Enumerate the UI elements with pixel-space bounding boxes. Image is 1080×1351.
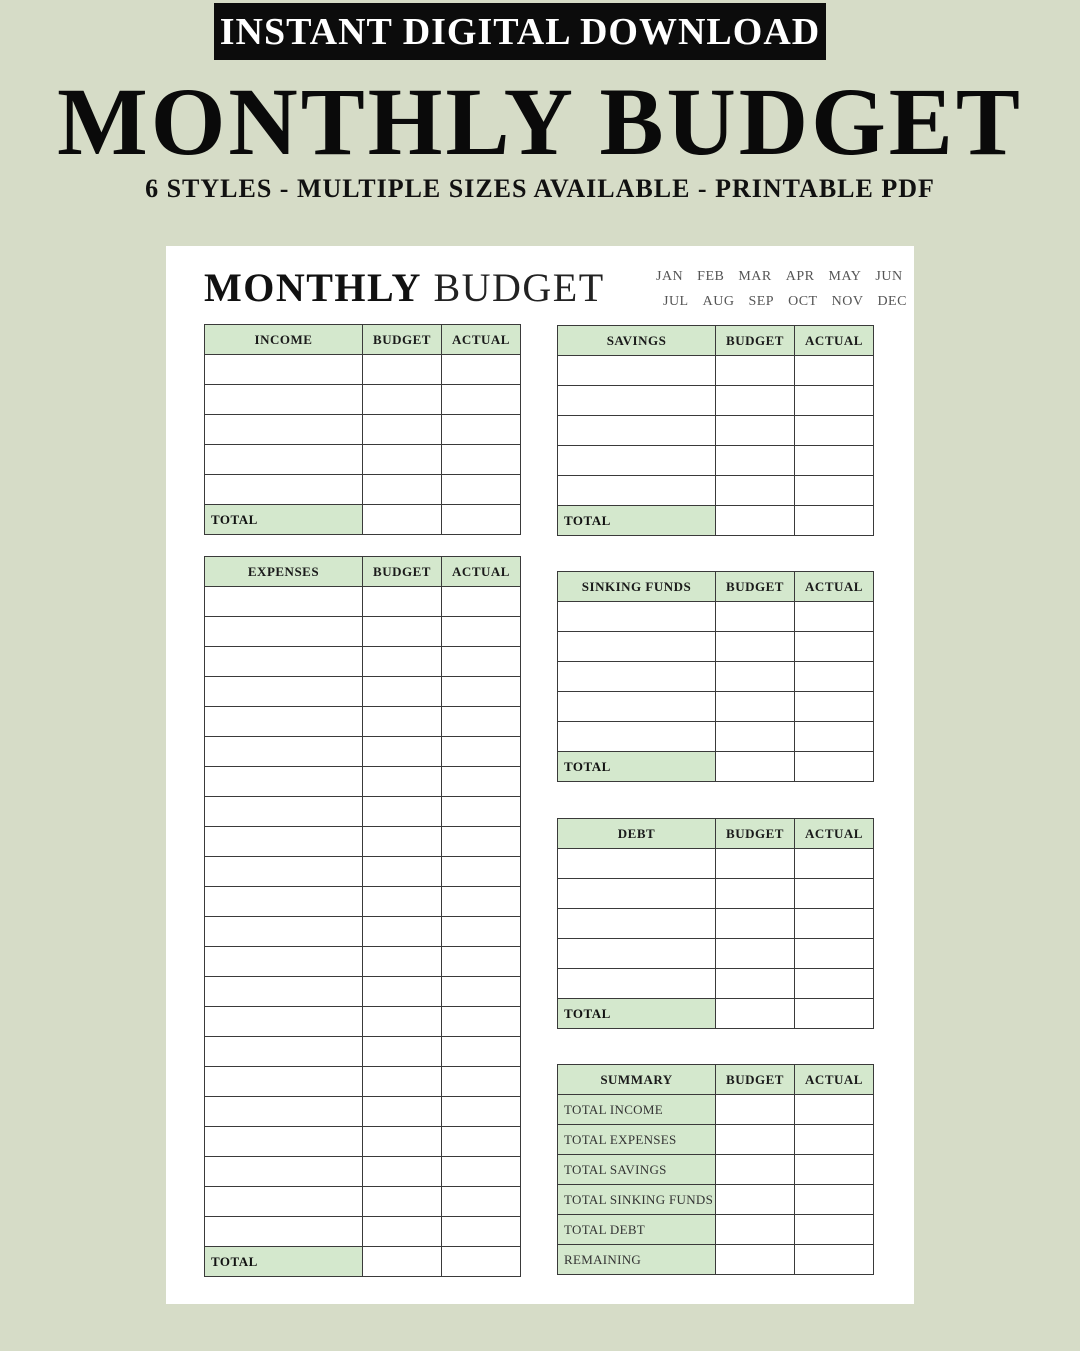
table-row xyxy=(205,917,521,947)
entry-name-cell[interactable] xyxy=(205,475,363,505)
page-title: MONTHLY BUDGET xyxy=(57,68,1023,175)
table-row xyxy=(558,909,874,939)
summary-row xyxy=(558,1245,874,1275)
entry-name-cell[interactable] xyxy=(205,1217,363,1247)
actual-cell[interactable] xyxy=(795,632,874,662)
expenses-rows xyxy=(205,587,521,1247)
table-row xyxy=(558,356,874,386)
debt-table xyxy=(557,818,874,1029)
entry-name-cell[interactable] xyxy=(558,939,716,969)
entry-name-cell[interactable] xyxy=(558,722,716,752)
entry-name-cell[interactable] xyxy=(205,1097,363,1127)
income-budget-header: BUDGET xyxy=(363,325,442,355)
entry-name-cell[interactable] xyxy=(205,677,363,707)
expenses-table xyxy=(204,556,521,1277)
sinking-actual-header: ACTUAL xyxy=(795,572,874,602)
actual-cell[interactable] xyxy=(795,969,874,999)
debt-actual-header: ACTUAL xyxy=(795,819,874,849)
budget-cell[interactable] xyxy=(363,1127,442,1157)
entry-name-cell[interactable] xyxy=(205,827,363,857)
budget-cell[interactable] xyxy=(363,1067,442,1097)
actual-cell[interactable] xyxy=(795,662,874,692)
entry-name-cell[interactable] xyxy=(205,737,363,767)
budget-cell[interactable] xyxy=(716,662,795,692)
budget-cell[interactable] xyxy=(363,1217,442,1247)
summary-table xyxy=(557,1064,874,1275)
summary-row xyxy=(558,1155,874,1185)
actual-cell[interactable] xyxy=(442,355,521,385)
summary-actual-cell[interactable] xyxy=(795,1215,874,1245)
table-row xyxy=(558,849,874,879)
summary-row xyxy=(558,1215,874,1245)
sinking-budget-header: BUDGET xyxy=(716,572,795,602)
budget-cell[interactable] xyxy=(363,857,442,887)
actual-cell[interactable] xyxy=(442,827,521,857)
budget-cell[interactable] xyxy=(363,475,442,505)
summary-row xyxy=(558,1185,874,1215)
table-row xyxy=(205,737,521,767)
summary-budget-cell[interactable] xyxy=(716,1245,795,1275)
entry-name-cell[interactable] xyxy=(205,617,363,647)
budget-cell[interactable] xyxy=(363,355,442,385)
actual-cell[interactable] xyxy=(442,1187,521,1217)
table-row xyxy=(205,887,521,917)
budget-cell[interactable] xyxy=(716,692,795,722)
actual-cell[interactable] xyxy=(442,767,521,797)
savings-total-row xyxy=(558,506,874,536)
entry-name-cell[interactable] xyxy=(558,356,716,386)
actual-cell[interactable] xyxy=(442,617,521,647)
budget-cell[interactable] xyxy=(363,707,442,737)
income-table xyxy=(204,324,521,535)
actual-cell[interactable] xyxy=(795,849,874,879)
actual-cell[interactable] xyxy=(442,1037,521,1067)
savings-rows xyxy=(558,356,874,506)
entry-name-cell[interactable] xyxy=(205,767,363,797)
entry-name-cell[interactable] xyxy=(205,917,363,947)
table-row xyxy=(205,1097,521,1127)
entry-name-cell[interactable] xyxy=(205,415,363,445)
actual-cell[interactable] xyxy=(442,737,521,767)
budget-cell[interactable] xyxy=(716,632,795,662)
actual-cell[interactable] xyxy=(442,1157,521,1187)
table-row xyxy=(205,947,521,977)
budget-cell[interactable] xyxy=(363,737,442,767)
entry-name-cell[interactable] xyxy=(558,476,716,506)
debt-total-label: TOTAL xyxy=(558,999,716,1029)
summary-actual-cell[interactable] xyxy=(795,1245,874,1275)
sinking-funds-header: SINKING FUNDS xyxy=(558,572,716,602)
income-total-label: TOTAL xyxy=(205,505,363,535)
actual-cell[interactable] xyxy=(795,692,874,722)
savings-actual-header: ACTUAL xyxy=(795,326,874,356)
month-sep[interactable]: SEP xyxy=(748,294,775,309)
summary-row xyxy=(558,1125,874,1155)
month-may[interactable]: MAY xyxy=(828,269,862,284)
budget-cell[interactable] xyxy=(716,879,795,909)
entry-name-cell[interactable] xyxy=(205,1187,363,1217)
entry-name-cell[interactable] xyxy=(205,707,363,737)
sheet-title xyxy=(204,264,605,311)
table-row xyxy=(205,415,521,445)
debt-header: DEBT xyxy=(558,819,716,849)
table-row xyxy=(558,632,874,662)
actual-cell[interactable] xyxy=(795,909,874,939)
entry-name-cell[interactable] xyxy=(558,969,716,999)
sinking-total-actual-cell[interactable] xyxy=(795,752,874,782)
table-row xyxy=(558,939,874,969)
summary-actual-header: ACTUAL xyxy=(795,1065,874,1095)
table-row xyxy=(205,857,521,887)
income-total-budget-cell[interactable] xyxy=(363,505,442,535)
actual-cell[interactable] xyxy=(795,879,874,909)
sheet-title-bold: MONTHLY xyxy=(204,265,422,310)
budget-cell[interactable] xyxy=(716,939,795,969)
budget-cell[interactable] xyxy=(363,827,442,857)
sheet-title-light: BUDGET xyxy=(433,265,605,310)
savings-header: SAVINGS xyxy=(558,326,716,356)
expenses-actual-header: ACTUAL xyxy=(442,557,521,587)
budget-cell[interactable] xyxy=(716,969,795,999)
table-row xyxy=(205,355,521,385)
expenses-total-label: TOTAL xyxy=(205,1247,363,1277)
month-jun[interactable]: JUN xyxy=(875,269,903,284)
table-row xyxy=(205,617,521,647)
entry-name-cell[interactable] xyxy=(205,647,363,677)
summary-row xyxy=(558,1095,874,1125)
table-row xyxy=(205,647,521,677)
month-mar[interactable]: MAR xyxy=(738,269,772,284)
actual-cell[interactable] xyxy=(442,917,521,947)
summary-total-debt-label: TOTAL DEBT xyxy=(558,1215,716,1245)
savings-budget-header: BUDGET xyxy=(716,326,795,356)
actual-cell[interactable] xyxy=(442,947,521,977)
subtitle: 6 STYLES - MULTIPLE SIZES AVAILABLE - PRINTABLE PDF xyxy=(145,174,935,203)
actual-cell[interactable] xyxy=(795,386,874,416)
actual-cell[interactable] xyxy=(442,415,521,445)
actual-cell[interactable] xyxy=(795,722,874,752)
table-row xyxy=(558,722,874,752)
table-row xyxy=(205,767,521,797)
entry-name-cell[interactable] xyxy=(558,849,716,879)
month-apr[interactable]: APR xyxy=(785,269,815,284)
expenses-header: EXPENSES xyxy=(205,557,363,587)
entry-name-cell[interactable] xyxy=(205,1067,363,1097)
actual-cell[interactable] xyxy=(442,1127,521,1157)
table-row xyxy=(205,1217,521,1247)
sinking-rows xyxy=(558,602,874,752)
entry-name-cell[interactable] xyxy=(205,587,363,617)
entry-name-cell[interactable] xyxy=(558,602,716,632)
budget-cell[interactable] xyxy=(363,947,442,977)
entry-name-cell[interactable] xyxy=(205,977,363,1007)
table-row xyxy=(558,416,874,446)
summary-total-sinking-funds-label: TOTAL SINKING FUNDS xyxy=(558,1185,716,1215)
entry-name-cell[interactable] xyxy=(558,416,716,446)
table-row xyxy=(205,1127,521,1157)
actual-cell[interactable] xyxy=(795,356,874,386)
entry-name-cell[interactable] xyxy=(558,879,716,909)
actual-cell[interactable] xyxy=(442,977,521,1007)
budget-cell[interactable] xyxy=(363,917,442,947)
month-jul[interactable]: JUL xyxy=(663,294,689,309)
table-row xyxy=(205,827,521,857)
table-row xyxy=(558,879,874,909)
entry-name-cell[interactable] xyxy=(558,909,716,939)
table-row xyxy=(205,1037,521,1067)
expenses-budget-header: BUDGET xyxy=(363,557,442,587)
budget-cell[interactable] xyxy=(716,356,795,386)
entry-name-cell[interactable] xyxy=(205,1007,363,1037)
actual-cell[interactable] xyxy=(442,677,521,707)
savings-total-actual-cell[interactable] xyxy=(795,506,874,536)
budget-cell[interactable] xyxy=(363,797,442,827)
month-aug[interactable]: AUG xyxy=(702,294,735,309)
sinking-total-label: TOTAL xyxy=(558,752,716,782)
summary-budget-cell[interactable] xyxy=(716,1215,795,1245)
actual-cell[interactable] xyxy=(442,707,521,737)
actual-cell[interactable] xyxy=(442,887,521,917)
summary-actual-cell[interactable] xyxy=(795,1155,874,1185)
budget-cell[interactable] xyxy=(716,849,795,879)
table-row xyxy=(205,1067,521,1097)
budget-cell[interactable] xyxy=(363,767,442,797)
entry-name-cell[interactable] xyxy=(205,887,363,917)
entry-name-cell[interactable] xyxy=(558,386,716,416)
entry-name-cell[interactable] xyxy=(205,1157,363,1187)
income-actual-header: ACTUAL xyxy=(442,325,521,355)
budget-cell[interactable] xyxy=(363,647,442,677)
table-row xyxy=(558,602,874,632)
month-nov[interactable]: NOV xyxy=(831,294,864,309)
entry-name-cell[interactable] xyxy=(205,797,363,827)
income-rows xyxy=(205,355,521,505)
table-row xyxy=(558,446,874,476)
debt-total-row xyxy=(558,999,874,1029)
summary-total-income-label: TOTAL INCOME xyxy=(558,1095,716,1125)
summary-actual-cell[interactable] xyxy=(795,1095,874,1125)
income-total-actual-cell[interactable] xyxy=(442,505,521,535)
summary-remaining-label: REMAINING xyxy=(558,1245,716,1275)
table-row xyxy=(205,445,521,475)
table-row xyxy=(558,386,874,416)
budget-cell[interactable] xyxy=(363,1007,442,1037)
income-total-row xyxy=(205,505,521,535)
entry-name-cell[interactable] xyxy=(205,385,363,415)
table-row xyxy=(205,385,521,415)
expenses-header-row xyxy=(205,557,521,587)
sinking-total-budget-cell[interactable] xyxy=(716,752,795,782)
summary-actual-cell[interactable] xyxy=(795,1125,874,1155)
budget-cell[interactable] xyxy=(716,909,795,939)
month-dec[interactable]: DEC xyxy=(877,294,907,309)
expenses-total-actual-cell[interactable] xyxy=(442,1247,521,1277)
actual-cell[interactable] xyxy=(442,587,521,617)
sinking-header-row xyxy=(558,572,874,602)
table-row xyxy=(558,692,874,722)
entry-name-cell[interactable] xyxy=(205,857,363,887)
table-row xyxy=(205,1187,521,1217)
savings-table xyxy=(557,325,874,536)
budget-cell[interactable] xyxy=(363,445,442,475)
budget-cell[interactable] xyxy=(363,977,442,1007)
actual-cell[interactable] xyxy=(442,385,521,415)
entry-name-cell[interactable] xyxy=(205,1037,363,1067)
sinking-total-row xyxy=(558,752,874,782)
entry-name-cell[interactable] xyxy=(558,662,716,692)
budget-cell[interactable] xyxy=(363,617,442,647)
debt-total-budget-cell[interactable] xyxy=(716,999,795,1029)
entry-name-cell[interactable] xyxy=(558,632,716,662)
entry-name-cell[interactable] xyxy=(205,445,363,475)
actual-cell[interactable] xyxy=(795,416,874,446)
debt-total-actual-cell[interactable] xyxy=(795,999,874,1029)
month-oct[interactable]: OCT xyxy=(788,294,818,309)
budget-cell[interactable] xyxy=(363,415,442,445)
budget-cell[interactable] xyxy=(363,1157,442,1187)
income-header-row xyxy=(205,325,521,355)
income-header: INCOME xyxy=(205,325,363,355)
month-feb[interactable]: FEB xyxy=(697,269,725,284)
debt-budget-header: BUDGET xyxy=(716,819,795,849)
table-row xyxy=(558,969,874,999)
entry-name-cell[interactable] xyxy=(205,947,363,977)
expenses-total-budget-cell[interactable] xyxy=(363,1247,442,1277)
table-row xyxy=(205,587,521,617)
summary-header: SUMMARY xyxy=(558,1065,716,1095)
budget-cell[interactable] xyxy=(716,602,795,632)
budget-cell[interactable] xyxy=(363,1037,442,1067)
savings-total-budget-cell[interactable] xyxy=(716,506,795,536)
entry-name-cell[interactable] xyxy=(205,1127,363,1157)
summary-total-savings-label: TOTAL SAVINGS xyxy=(558,1155,716,1185)
debt-header-row xyxy=(558,819,874,849)
table-row xyxy=(205,1157,521,1187)
budget-cell[interactable] xyxy=(716,416,795,446)
actual-cell[interactable] xyxy=(795,602,874,632)
table-row xyxy=(558,662,874,692)
month-jan[interactable]: JAN xyxy=(656,269,684,284)
budget-cell[interactable] xyxy=(363,1187,442,1217)
budget-cell[interactable] xyxy=(363,385,442,415)
months-row-top xyxy=(656,269,903,285)
table-row xyxy=(205,475,521,505)
table-row xyxy=(205,977,521,1007)
entry-name-cell[interactable] xyxy=(558,446,716,476)
actual-cell[interactable] xyxy=(442,445,521,475)
summary-header-row xyxy=(558,1065,874,1095)
budget-cell[interactable] xyxy=(363,587,442,617)
actual-cell[interactable] xyxy=(795,446,874,476)
summary-budget-header: BUDGET xyxy=(716,1065,795,1095)
actual-cell[interactable] xyxy=(795,939,874,969)
actual-cell[interactable] xyxy=(442,1007,521,1037)
summary-budget-cell[interactable] xyxy=(716,1095,795,1125)
actual-cell[interactable] xyxy=(442,647,521,677)
actual-cell[interactable] xyxy=(442,797,521,827)
savings-total-label: TOTAL xyxy=(558,506,716,536)
budget-cell[interactable] xyxy=(716,476,795,506)
sinking-funds-table xyxy=(557,571,874,782)
budget-cell[interactable] xyxy=(716,722,795,752)
summary-budget-cell[interactable] xyxy=(716,1185,795,1215)
actual-cell[interactable] xyxy=(442,475,521,505)
summary-actual-cell[interactable] xyxy=(795,1185,874,1215)
actual-cell[interactable] xyxy=(442,1067,521,1097)
budget-cell[interactable] xyxy=(716,446,795,476)
actual-cell[interactable] xyxy=(442,1217,521,1247)
entry-name-cell[interactable] xyxy=(558,692,716,722)
table-row xyxy=(205,677,521,707)
debt-rows xyxy=(558,849,874,999)
savings-header-row xyxy=(558,326,874,356)
budget-cell[interactable] xyxy=(716,386,795,416)
table-row xyxy=(205,797,521,827)
summary-total-expenses-label: TOTAL EXPENSES xyxy=(558,1125,716,1155)
table-row xyxy=(205,1007,521,1037)
summary-budget-cell[interactable] xyxy=(716,1155,795,1185)
banner: INSTANT DIGITAL DOWNLOAD xyxy=(214,3,826,60)
budget-cell[interactable] xyxy=(363,887,442,917)
entry-name-cell[interactable] xyxy=(205,355,363,385)
budget-cell[interactable] xyxy=(363,1097,442,1127)
table-row xyxy=(558,476,874,506)
summary-budget-cell[interactable] xyxy=(716,1125,795,1155)
actual-cell[interactable] xyxy=(442,857,521,887)
expenses-total-row xyxy=(205,1247,521,1277)
months-row-bottom xyxy=(663,294,907,310)
actual-cell[interactable] xyxy=(442,1097,521,1127)
actual-cell[interactable] xyxy=(795,476,874,506)
table-row xyxy=(205,707,521,737)
budget-cell[interactable] xyxy=(363,677,442,707)
budget-sheet xyxy=(166,246,914,1304)
